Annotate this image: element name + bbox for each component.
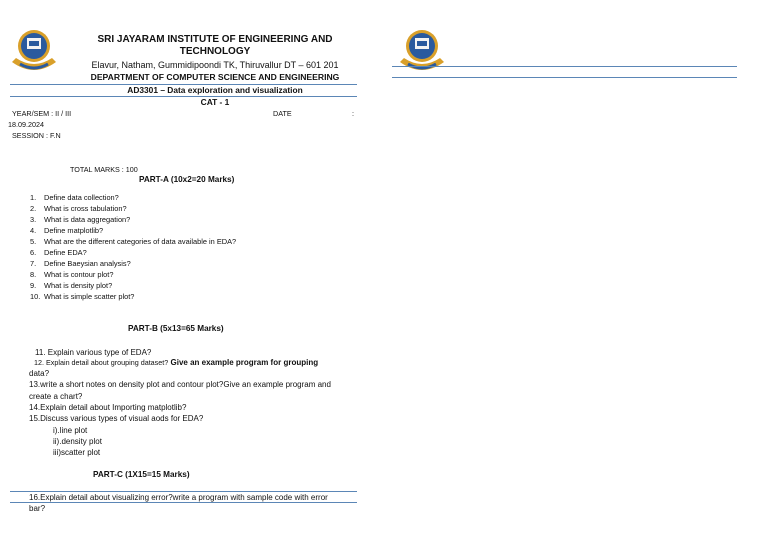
part-b-title: PART-B (5x13=65 Marks) xyxy=(128,324,224,333)
institute-address: Elavur, Natham, Gummidipoondi TK, Thiruvallur DT – 601 201 xyxy=(91,60,339,70)
college-logo xyxy=(8,24,60,76)
part-a-question: 1. Define data collection? xyxy=(30,193,119,202)
part-c-q16: 16.Explain detail about visualizing error?write a program with sample code with error xyxy=(29,493,328,502)
part-b-q12-cont: data? xyxy=(29,369,50,378)
part-a-question: 4. Define matplotlib? xyxy=(30,226,104,235)
part-b-q15-iii: iii)scatter plot xyxy=(53,448,101,457)
part-a-question: 3. What is data aggregation? xyxy=(30,215,131,224)
part-b-q15-i: i).line plot xyxy=(53,426,88,435)
session: SESSION : F.N xyxy=(12,131,61,140)
part-a-question: 5. What are the different categories of data available in EDA? xyxy=(30,237,237,246)
part-b-q15: 15.Discuss various types of visual aods for EDA? xyxy=(29,414,204,423)
part-a-title: PART-A (10x2=20 Marks) xyxy=(139,175,235,184)
part-b-q11: 11. Explain various type of EDA? xyxy=(35,348,152,357)
date-value: 18.09.2024 xyxy=(8,120,44,129)
part-a-question: 8. What is contour plot? xyxy=(30,270,114,279)
exam-title: CAT - 1 xyxy=(200,97,230,107)
part-b-q12: 12. Explain detail about grouping dataset? Give an example program for grouping xyxy=(34,358,319,367)
date-colon: : xyxy=(352,109,354,118)
part-b-q14: 14.Explain detail about Importing matplotlib? xyxy=(29,403,187,412)
college-logo xyxy=(396,24,448,76)
part-a-question: 2. What is cross tabulation? xyxy=(30,204,127,213)
part-c-title: PART-C (1X15=15 Marks) xyxy=(93,470,190,479)
right-header-rule-bottom xyxy=(392,77,737,78)
institute-name-line2: TECHNOLOGY xyxy=(179,46,251,57)
part-a-question: 6. Define EDA? xyxy=(30,248,87,257)
part-c-q16-cont: bar? xyxy=(29,504,46,513)
institute-name-line1: SRI JAYARAM INSTITUTE OF ENGINEERING AND xyxy=(97,34,333,45)
part-a-question: 7. Define Baeysian analysis? xyxy=(30,259,131,268)
department-name: DEPARTMENT OF COMPUTER SCIENCE AND ENGINEERING xyxy=(90,72,340,82)
year-sem: YEAR/SEM : II / III xyxy=(12,109,72,118)
part-a-question: 10. What is simple scatter plot? xyxy=(30,292,135,301)
total-marks: TOTAL MARKS : 100 xyxy=(70,165,138,174)
right-header-rule-top xyxy=(392,66,737,67)
part-a-question: 9. What is density plot? xyxy=(30,281,113,290)
part-b-q15-ii: ii).density plot xyxy=(53,437,102,446)
part-b-q13: 13.write a short notes on density plot and contour plot?Give an example program and xyxy=(29,380,331,389)
date-label: DATE xyxy=(273,109,292,118)
part-b-q13-cont: create a chart? xyxy=(29,392,83,401)
course-title: AD3301 – Data exploration and visualization xyxy=(127,85,303,95)
